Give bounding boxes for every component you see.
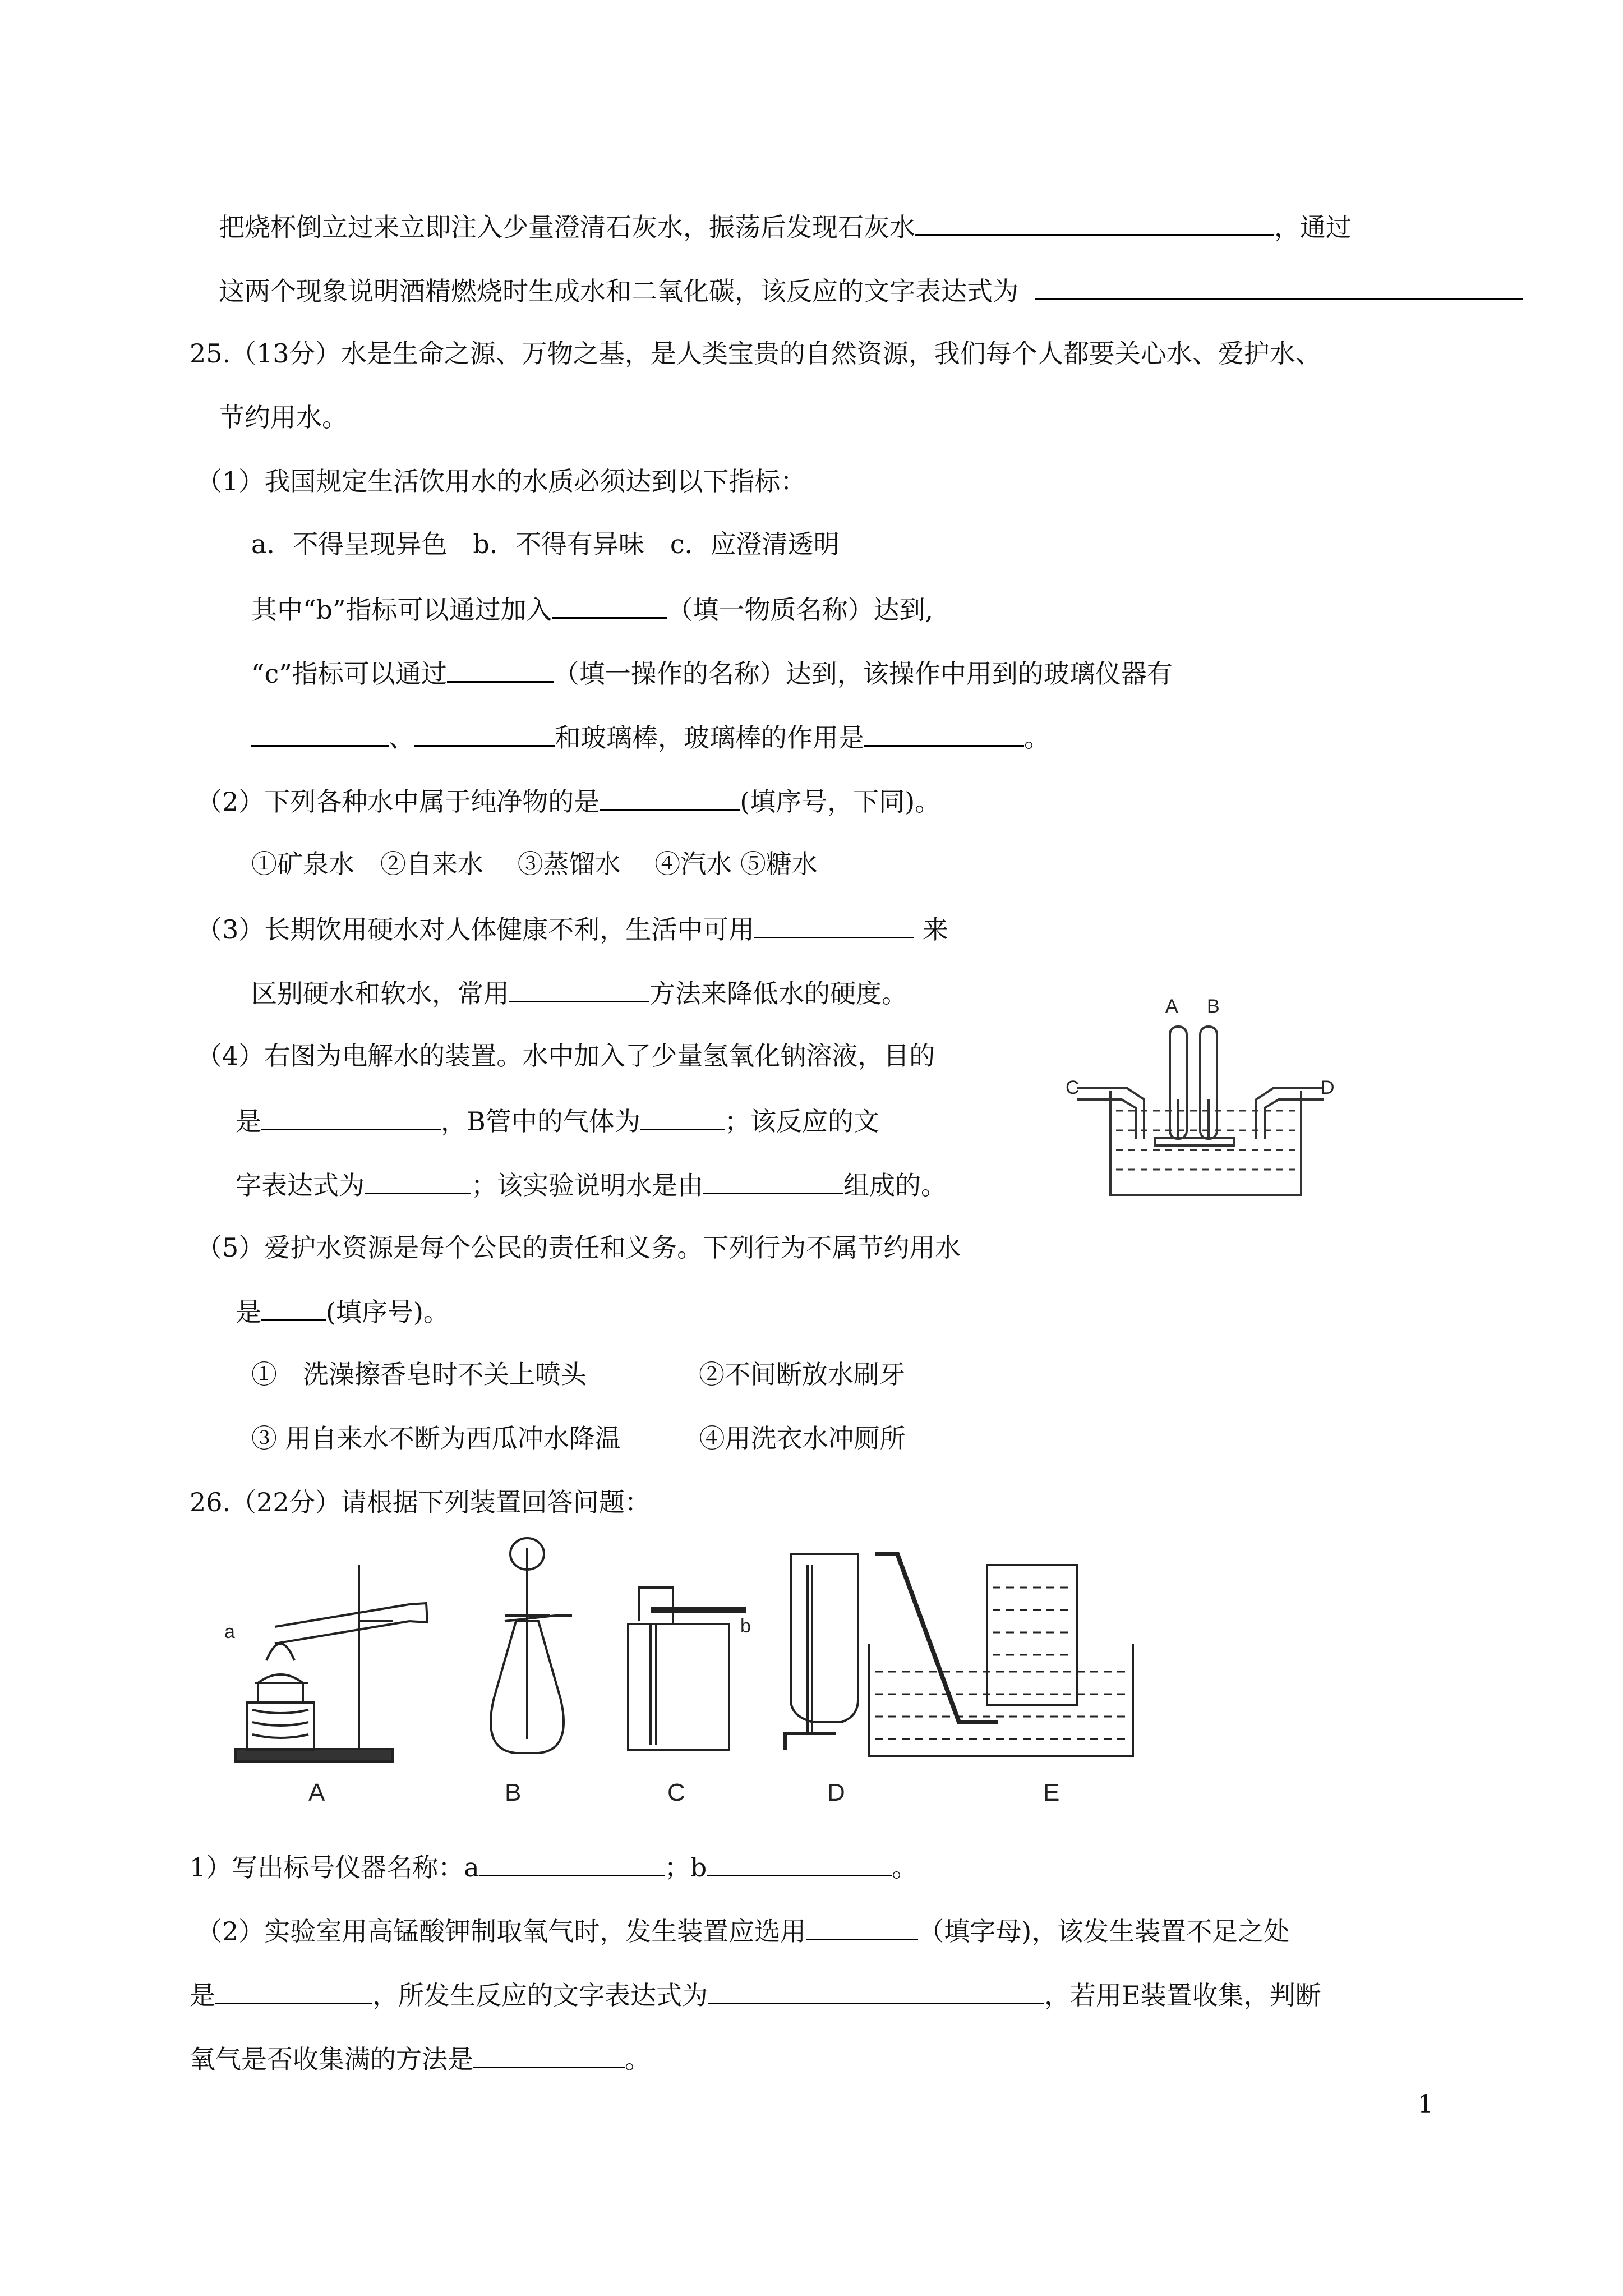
text: （填一操作的名称）达到，该操作中用到的玻璃仪器有	[553, 659, 1173, 689]
answer-blank[interactable]	[552, 591, 667, 619]
text: ，若用E装置收集，判断	[1044, 1980, 1321, 2010]
question-26-stem: 26.（22分）请根据下列装置回答问题：	[190, 1487, 651, 1517]
lab-apparatus-figure	[224, 1531, 1150, 1812]
answer-blank[interactable]	[806, 1913, 918, 1940]
answer-blank[interactable]	[754, 911, 914, 938]
line-8	[251, 655, 1173, 691]
label-apparatus-e: E	[1043, 1779, 1060, 1806]
line-14	[196, 1039, 935, 1073]
line-6	[251, 527, 840, 561]
text: （填字母)，该发生装置不足之处	[918, 1916, 1290, 1947]
answer-blank[interactable]	[509, 975, 649, 1002]
answer-blank[interactable]	[251, 719, 389, 747]
question-25-stem: 25.（13分）水是生命之源、万物之基，是人类宝贵的自然资源，我们每个人都要关心水、爱护水、	[190, 338, 1321, 369]
text: ，B管中的气体为	[441, 1106, 640, 1137]
label-b: B	[1207, 996, 1220, 1017]
line-12	[196, 911, 948, 946]
label-apparatus-c: C	[667, 1779, 685, 1806]
text: （填一物质名称）达到,	[667, 595, 934, 625]
text: 这两个现象说明酒精燃烧时生成水和二氧化碳，该反应的文字表达式为	[219, 276, 1018, 306]
answer-blank[interactable]	[600, 783, 740, 811]
line-2	[219, 273, 1523, 308]
answer-blank[interactable]	[414, 719, 555, 747]
line-10	[196, 783, 940, 818]
answer-blank[interactable]	[708, 1977, 1044, 2004]
text: 是	[236, 1106, 261, 1137]
line-22	[190, 1849, 917, 1884]
text: （3）长期饮用硬水对人体健康不利，生活中可用	[196, 914, 755, 945]
text: ，所发生反应的文字表达式为	[372, 1980, 708, 2010]
text: ④用洗衣水冲厕所	[699, 1423, 906, 1453]
text: (填序号)。	[326, 1297, 449, 1327]
label-apparatus-b: B	[505, 1779, 522, 1806]
text: （1）我国规定生活饮用水的水质必须达到以下指标：	[196, 466, 806, 496]
answer-blank[interactable]	[261, 1103, 441, 1130]
label-c: C	[1066, 1077, 1080, 1098]
answer-blank[interactable]	[640, 1103, 725, 1130]
line-3	[190, 337, 1321, 370]
text: ③ 用自来水不断为西瓜冲水降温	[251, 1423, 621, 1453]
label-d: D	[1321, 1077, 1335, 1098]
mark-a: a	[224, 1621, 235, 1642]
text: 。	[1024, 723, 1050, 753]
line-25	[190, 2041, 651, 2076]
line-13	[251, 975, 907, 1010]
line-17	[196, 1231, 961, 1264]
line-11	[251, 847, 818, 881]
text: ，通过	[1274, 212, 1352, 242]
text: ①矿泉水 ②自来水 ③蒸馏水 ④汽水 ⑤糖水	[251, 849, 818, 879]
text: “c”指标可以通过	[251, 659, 447, 689]
text: 。	[892, 1852, 918, 1883]
text: （5）爱护水资源是每个公民的责任和义务。下列行为不属节约用水	[196, 1232, 961, 1263]
text: 。	[625, 2044, 651, 2074]
text: (填序号，下同)。	[740, 786, 941, 817]
line-23	[196, 1913, 1289, 1948]
line-16	[236, 1167, 947, 1202]
text: ；该反应的文	[724, 1106, 879, 1137]
text: 把烧杯倒立过来立即注入少量澄清石灰水，振荡后发现石灰水	[219, 212, 915, 242]
text: ；b	[664, 1852, 707, 1883]
line-5	[196, 464, 806, 498]
line-21	[190, 1485, 651, 1519]
line-20	[251, 1421, 906, 1455]
line-7	[251, 591, 933, 627]
text: （2）实验室用高锰酸钾制取氧气时，发生装置应选用	[196, 1916, 806, 1947]
text: ① 洗澡擦香皂时不关上喷头	[251, 1359, 587, 1389]
text: 和玻璃棒，玻璃棒的作用是	[555, 723, 864, 753]
answer-blank[interactable]	[473, 2041, 625, 2068]
page-number: 1	[1418, 2090, 1433, 2119]
text: ；该实验说明水是由	[471, 1170, 703, 1200]
label-apparatus-a: A	[308, 1779, 325, 1806]
text: 、	[389, 723, 414, 753]
answer-blank[interactable]	[915, 209, 1274, 236]
text: a．不得呈现异色 b．不得有异味 c．应澄清透明	[251, 529, 840, 559]
label-apparatus-d: D	[827, 1779, 845, 1806]
answer-blank[interactable]	[707, 1849, 892, 1876]
line-1	[219, 209, 1352, 244]
line-9	[251, 719, 1050, 754]
line-18	[236, 1294, 449, 1329]
line-19	[251, 1358, 905, 1391]
answer-blank[interactable]	[215, 1977, 372, 2004]
line-15	[236, 1103, 879, 1138]
apparatus-labels	[308, 1779, 1059, 1806]
electrolysis-apparatus-figure	[1066, 987, 1335, 1206]
line-4	[219, 401, 348, 434]
answer-blank[interactable]	[447, 655, 554, 683]
line-24	[190, 1977, 1321, 2012]
answer-blank[interactable]	[864, 719, 1024, 747]
answer-blank[interactable]	[1035, 273, 1523, 300]
text: 是	[190, 1980, 215, 2010]
text: 是	[236, 1297, 261, 1327]
label-a: A	[1165, 996, 1178, 1017]
text: 1）写出标号仪器名称：a	[190, 1852, 479, 1883]
text: 字表达式为	[236, 1170, 365, 1200]
text: 节约用水。	[219, 402, 348, 432]
text: 来	[914, 914, 948, 945]
answer-blank[interactable]	[261, 1294, 326, 1321]
text: （4）右图为电解水的装置。水中加入了少量氢氧化钠溶液，目的	[196, 1041, 935, 1071]
text: 区别硬水和软水，常用	[251, 978, 509, 1009]
answer-blank[interactable]	[703, 1167, 843, 1194]
answer-blank[interactable]	[365, 1167, 471, 1194]
text: ②不间断放水刷牙	[699, 1359, 905, 1389]
text: 其中“b”指标可以通过加入	[251, 595, 552, 625]
text: 方法来降低水的硬度。	[649, 978, 907, 1009]
text: （2）下列各种水中属于纯净物的是	[196, 786, 600, 817]
mark-b: b	[740, 1616, 751, 1637]
text: 组成的。	[843, 1170, 947, 1200]
text: 氧气是否收集满的方法是	[190, 2044, 473, 2074]
answer-blank[interactable]	[479, 1849, 665, 1876]
